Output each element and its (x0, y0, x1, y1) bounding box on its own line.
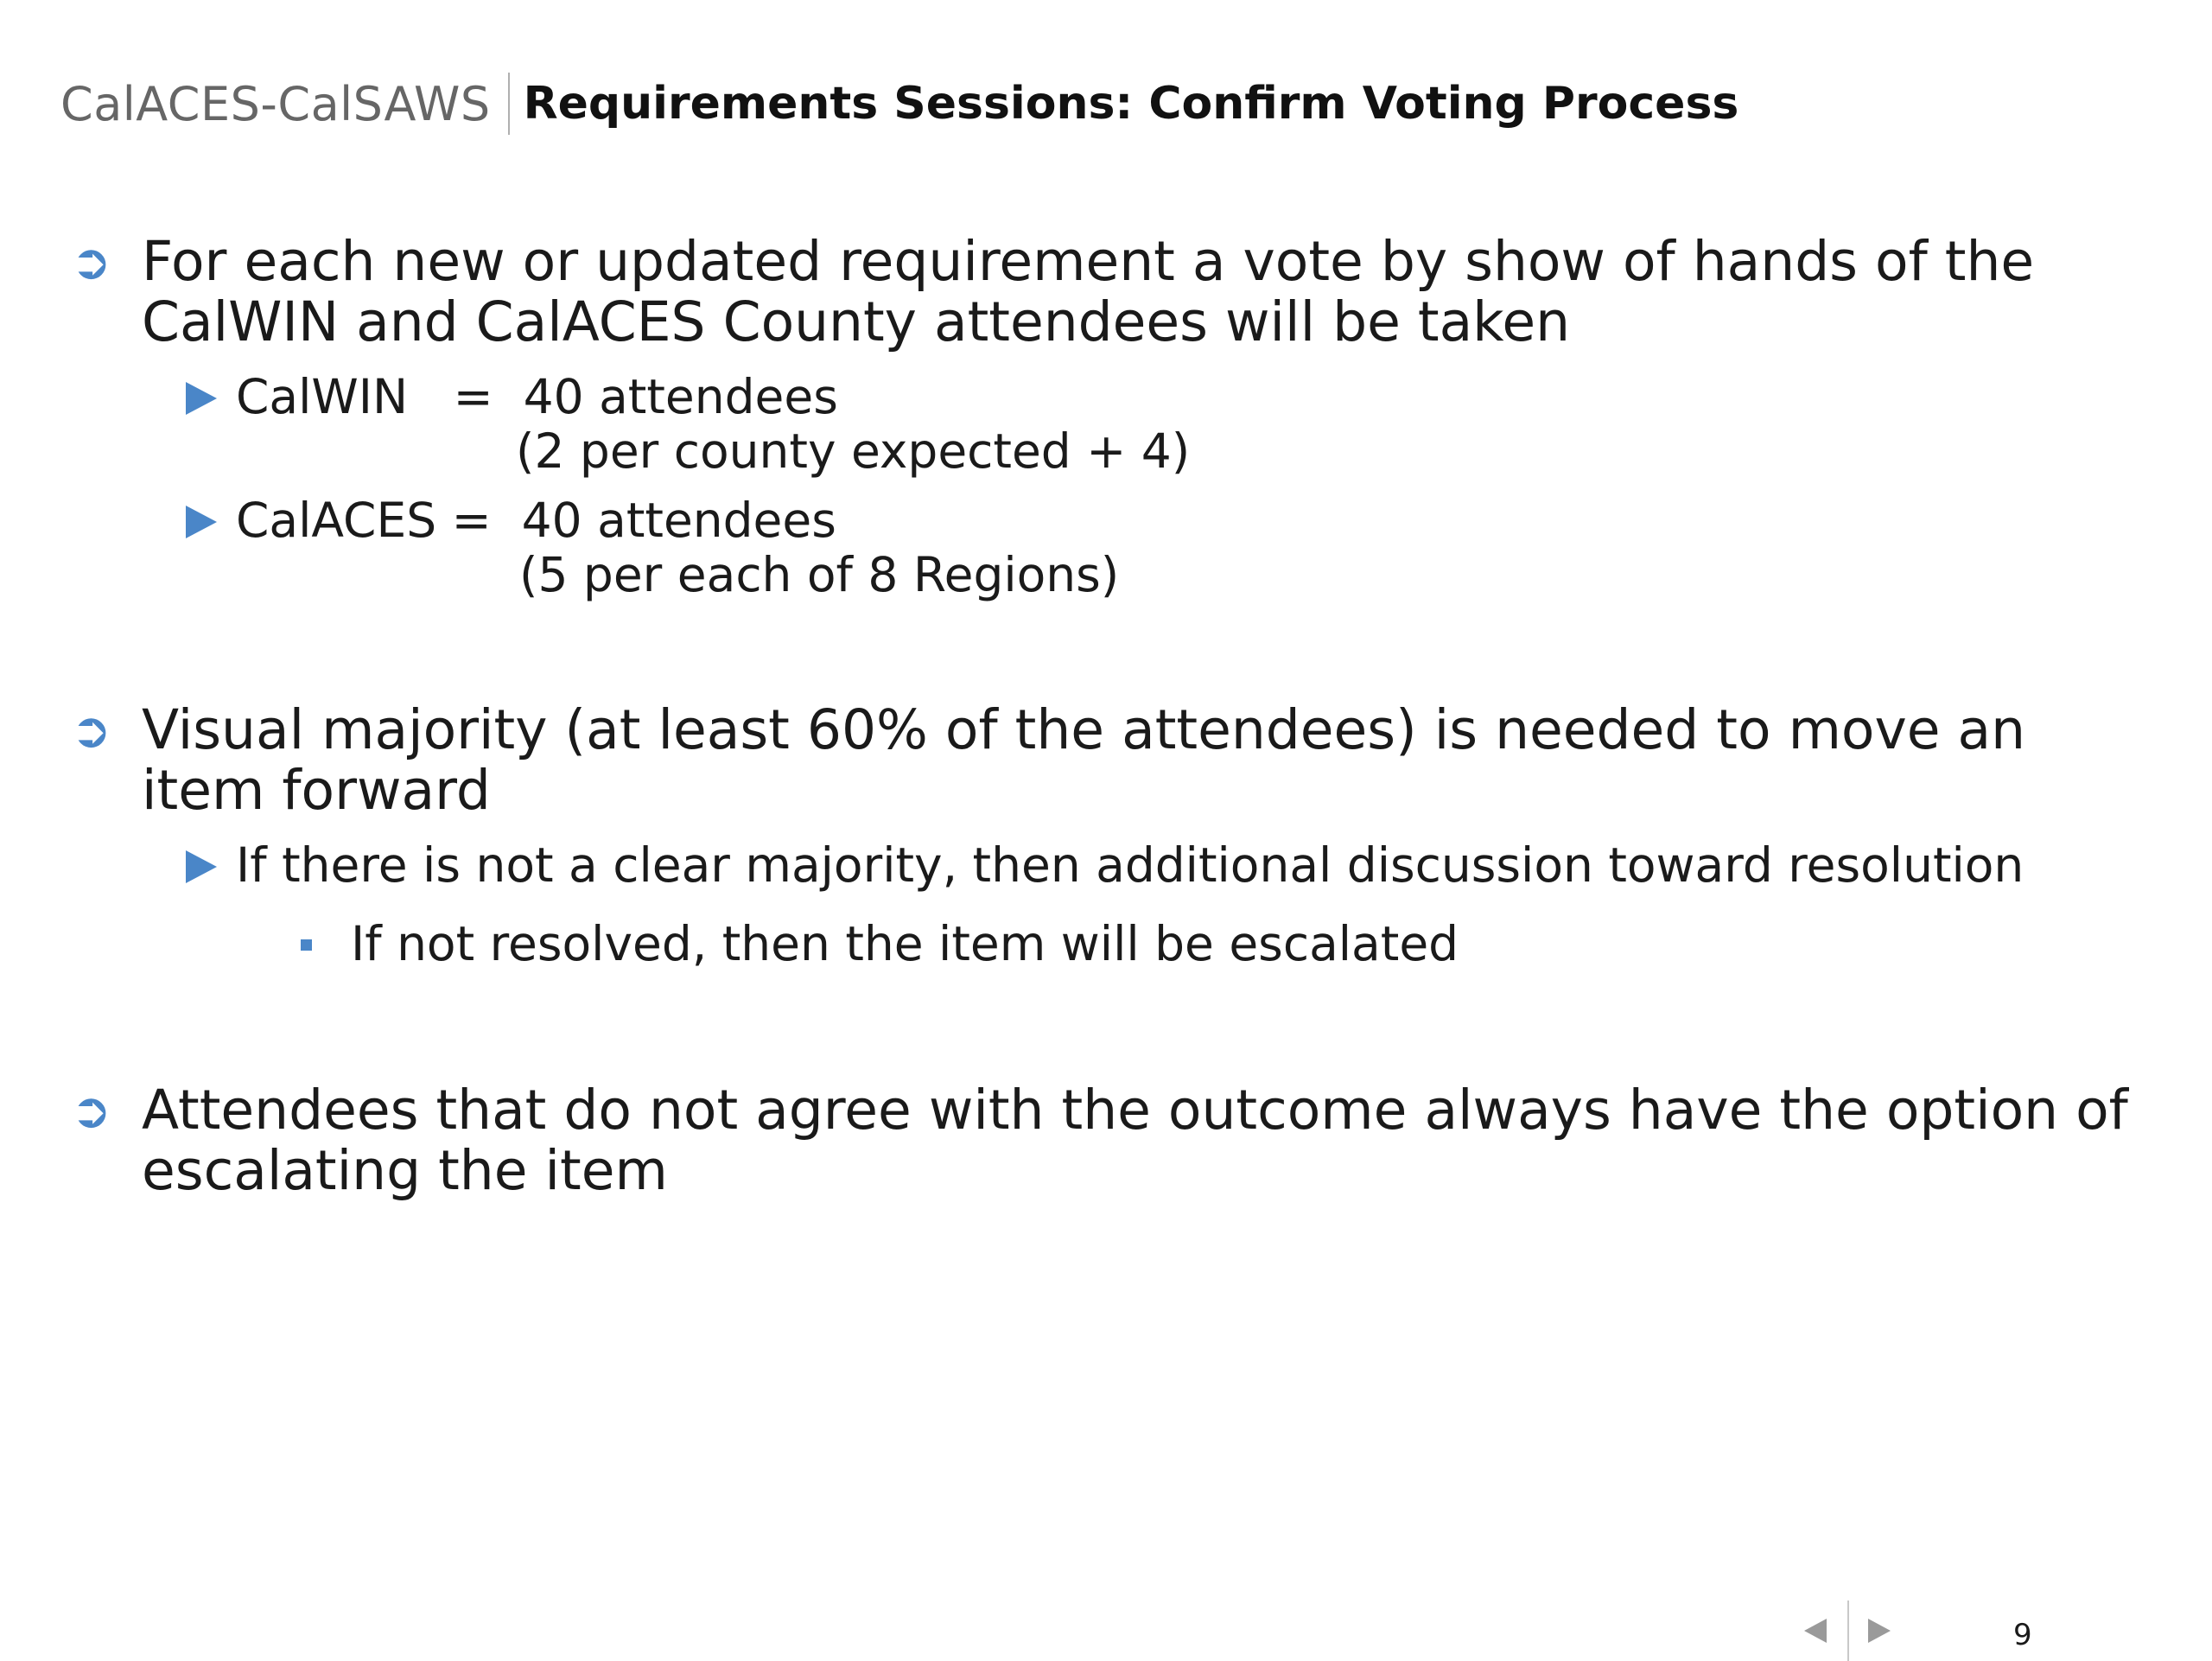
slide-header (60, 71, 1738, 137)
triangle-right-icon[interactable] (1868, 1619, 1891, 1643)
bullet-item (69, 1080, 2160, 1201)
nav-divider (1847, 1601, 1849, 1661)
triangle-right-icon (186, 850, 217, 883)
bullet-item (69, 700, 2160, 821)
bullet-text: For each new or updated requirement a vote by show of hands of the CalWIN and CalACES County attendees will be taken (142, 230, 2035, 353)
bullet-text: Visual majority (at least 60% of the attendees) is needed to move an item forward (142, 698, 2026, 822)
sub-sub-bullet-text: If not resolved, then the item will be escalated (351, 916, 1459, 971)
sub-bullet-text: CalWIN = 40 attendees (236, 369, 838, 424)
arrow-right-icon: ➲ (71, 1083, 111, 1139)
page-number: 9 (2013, 1618, 2032, 1652)
sub-bullet-text: CalACES = 40 attendees (236, 493, 836, 548)
arrow-right-icon: ➲ (71, 234, 111, 290)
bullet-item (69, 232, 2160, 353)
brand-name: CalACES-CalSAWS (60, 76, 491, 131)
bullet-text: Attendees that do not agree with the outcome always have the option of escalating the item (142, 1079, 2128, 1202)
arrow-right-icon: ➲ (71, 703, 111, 759)
slide-title: Requirements Sessions: Confirm Voting Process (523, 78, 1739, 130)
square-icon (301, 939, 312, 951)
sub-sub-bullet-item (301, 917, 1459, 971)
triangle-left-icon[interactable] (1804, 1619, 1827, 1643)
sub-bullet-item (186, 493, 1119, 602)
sub-bullet-item (186, 838, 2024, 893)
header-divider (508, 73, 510, 135)
sub-bullet-continuation: (2 per county expected + 4) (516, 423, 1191, 479)
sub-bullet-continuation: (5 per each of 8 Regions) (519, 547, 1120, 602)
sub-bullet-text: If there is not a clear majority, then additional discussion toward resolution (236, 837, 2024, 893)
slide-navigation (1804, 1601, 1891, 1661)
triangle-right-icon (186, 382, 217, 415)
sub-bullet-item (186, 370, 1190, 479)
triangle-right-icon (186, 506, 217, 538)
